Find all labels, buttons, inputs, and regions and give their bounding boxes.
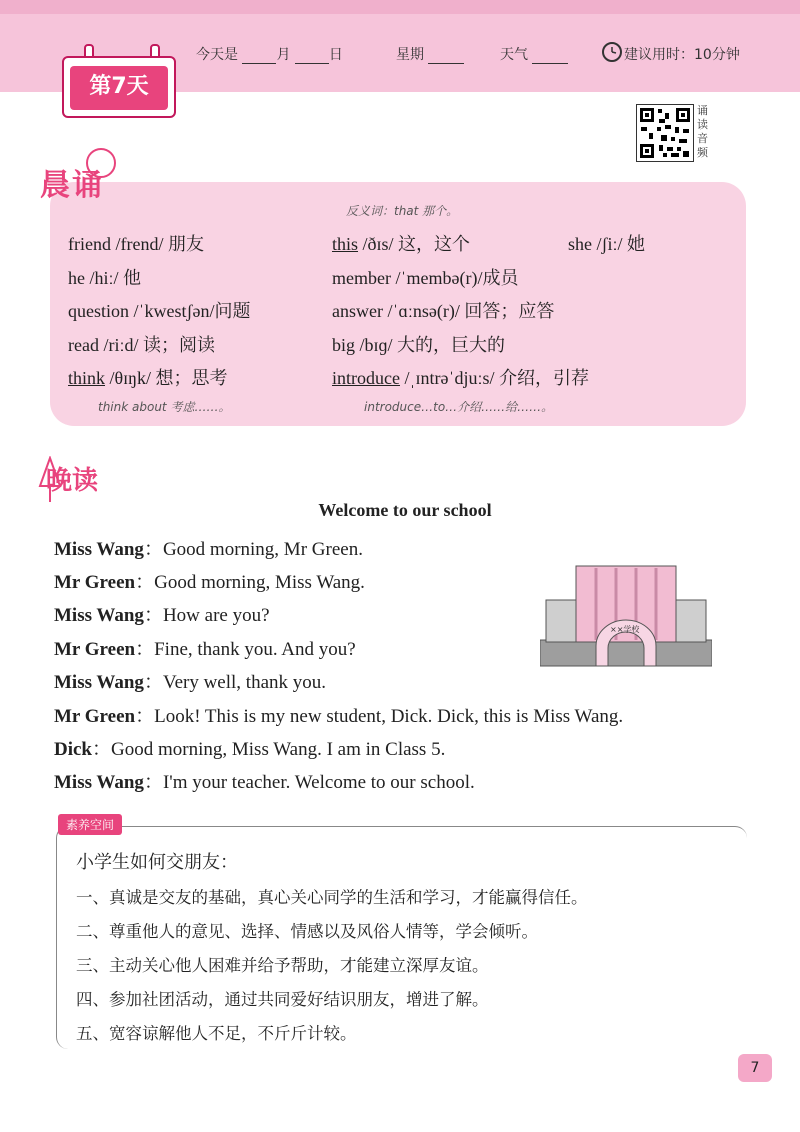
antonym-note: 反义词：that 那个。 [346, 204, 459, 218]
vocab-meaning: 回答；应答 [464, 301, 555, 321]
vocab-meaning: 大的，巨大的 [397, 335, 506, 355]
clock-icon [602, 42, 622, 62]
vocab-word: think [68, 368, 106, 388]
vocab-phonetic: /ˌɪntrəˈdjuːs/ [404, 368, 495, 388]
vocab-phonetic: /ˈɑːnsə(r)/ [387, 301, 460, 321]
vocab-meaning: 介绍，引荐 [498, 368, 589, 388]
vocab-meaning: 成员 [482, 268, 519, 288]
vocab-meaning: 朋友 [167, 234, 204, 254]
weekday-blank[interactable] [428, 51, 464, 64]
utterance: Very well, thank you. [162, 672, 327, 693]
utterance: Good morning, Miss Wang. I am in Class 5. [111, 739, 446, 760]
date-fields [196, 44, 343, 64]
day-badge-label: 第7天 [70, 66, 168, 110]
vocab-item [68, 297, 250, 323]
vocab-meaning: 这，这个 [398, 234, 471, 254]
qr-code[interactable] [636, 104, 694, 162]
vocab-item [68, 264, 141, 290]
utterance: Good morning, Mr Green. [162, 539, 363, 560]
vocab-meaning: 想；思考 [155, 368, 228, 388]
vocab-item [332, 331, 505, 357]
dialogue-line: Mr Green：Look! This is my new student, Dick. Dick, this is Miss Wang. [54, 706, 624, 727]
vocab-word: she [568, 234, 592, 254]
vocab-item [68, 230, 204, 256]
speaker: Mr Green [54, 572, 136, 593]
vocab-phonetic: /riːd/ [103, 335, 139, 355]
today-label: 今天是 [196, 47, 238, 63]
weather-blank[interactable] [532, 51, 568, 64]
vocab-word: read [68, 335, 99, 355]
utterance: Look! This is my new student, Dick. Dick, this is Miss Wang. [154, 706, 624, 727]
vocab-item [332, 264, 518, 290]
speaker: Dick [54, 739, 92, 760]
month-label: 月 [276, 47, 291, 63]
dialogue-line: Miss Wang：I'm your teacher. Welcome to our school. [54, 772, 475, 793]
vocab-item [68, 331, 215, 357]
school-building-illustration [540, 560, 712, 670]
speaker: Miss Wang [54, 772, 144, 793]
vocab-item [68, 364, 228, 390]
tips-label: 素养空间 [58, 814, 122, 835]
day-badge [62, 56, 176, 118]
weekday-label: 星期 [396, 47, 424, 63]
header-top-strip [0, 0, 800, 14]
vocab-meaning: 读；阅读 [142, 335, 215, 355]
utterance: How are you? [162, 605, 270, 626]
vocab-item [332, 364, 589, 390]
vocab-word: big [332, 335, 356, 355]
tips-item: 四、参加社团活动，通过共同爱好结识朋友，增进了解。 [76, 990, 489, 1009]
tips-item: 二、尊重他人的意见、选择、情感以及风俗人情等，学会倾听。 [76, 922, 538, 941]
weather-field [500, 44, 568, 64]
vocab-meaning: 他 [123, 268, 142, 288]
think-note: think about 考虑……。 [98, 400, 231, 414]
evening-title: 晚读 [46, 466, 99, 496]
tips-item: 五、宽容谅解他人不足，不斤斤计较。 [76, 1024, 357, 1043]
vocab-phonetic: /ʃiː/ [596, 234, 623, 254]
vocab-phonetic: /ˈkwestʃən/ [133, 301, 215, 321]
vocab-phonetic: /ˈmembə(r)/ [395, 268, 483, 288]
dialogue-line: Mr Green：Good morning, Miss Wang. [54, 572, 365, 593]
speaker: Mr Green [54, 639, 136, 660]
weekday-field [396, 44, 464, 64]
day-blank[interactable] [295, 51, 329, 64]
vocab-meaning: 她 [627, 234, 645, 254]
day-label: 日 [328, 47, 343, 63]
dialogue-line: Dick：Good morning, Miss Wang. I am in Class 5. [54, 739, 446, 760]
qr-label: 诵读音频 [697, 104, 708, 159]
utterance: Good morning, Miss Wang. [154, 572, 365, 593]
vocab-phonetic: /ðɪs/ [362, 234, 394, 254]
dialogue-line: Miss Wang：Good morning, Mr Green. [54, 539, 363, 560]
morning-title: 晨诵 [40, 168, 104, 203]
dialogue-line: Miss Wang：How are you? [54, 605, 270, 626]
vocab-word: question [68, 301, 129, 321]
vocab-word: introduce [332, 368, 400, 388]
vocab-item [332, 297, 554, 323]
school-sign: ××学校 [610, 625, 640, 634]
vocab-phonetic: /bɪɡ/ [359, 335, 393, 355]
speaker: Mr Green [54, 706, 136, 727]
month-blank[interactable] [242, 51, 276, 64]
speaker: Miss Wang [54, 539, 144, 560]
vocab-phonetic: /frend/ [115, 234, 164, 254]
vocab-word: member [332, 268, 391, 288]
speaker: Miss Wang [54, 672, 144, 693]
vocab-phonetic: /hiː/ [89, 268, 119, 288]
tips-heading: 小学生如何交朋友： [76, 852, 238, 873]
introduce-note: introduce…to…介绍……给……。 [364, 400, 554, 414]
utterance: I'm your teacher. Welcome to our school. [162, 772, 475, 793]
tips-item: 三、主动关心他人困难并给予帮助，才能建立深厚友谊。 [76, 956, 489, 975]
dialogue-line: Miss Wang：Very well, thank you. [54, 672, 327, 693]
vocab-word: this [332, 234, 359, 254]
page-number: 7 [738, 1054, 772, 1082]
story-title: Welcome to our school [318, 500, 492, 520]
vocab-phonetic: /θɪŋk/ [109, 368, 152, 388]
vocab-meaning: 问题 [214, 301, 251, 321]
vocab-item [332, 230, 470, 256]
utterance: Fine, thank you. And you? [154, 639, 356, 660]
weather-label: 天气 [500, 47, 528, 63]
speaker: Miss Wang [54, 605, 144, 626]
dialogue-line: Mr Green：Fine, thank you. And you? [54, 639, 356, 660]
vocab-word: friend [68, 234, 111, 254]
vocab-item [568, 230, 645, 256]
vocab-word: he [68, 268, 85, 288]
vocab-word: answer [332, 301, 383, 321]
suggested-time: 建议用时：10分钟 [624, 47, 740, 63]
tips-item: 一、真诚是交友的基础，真心关心同学的生活和学习，才能赢得信任。 [76, 888, 588, 907]
